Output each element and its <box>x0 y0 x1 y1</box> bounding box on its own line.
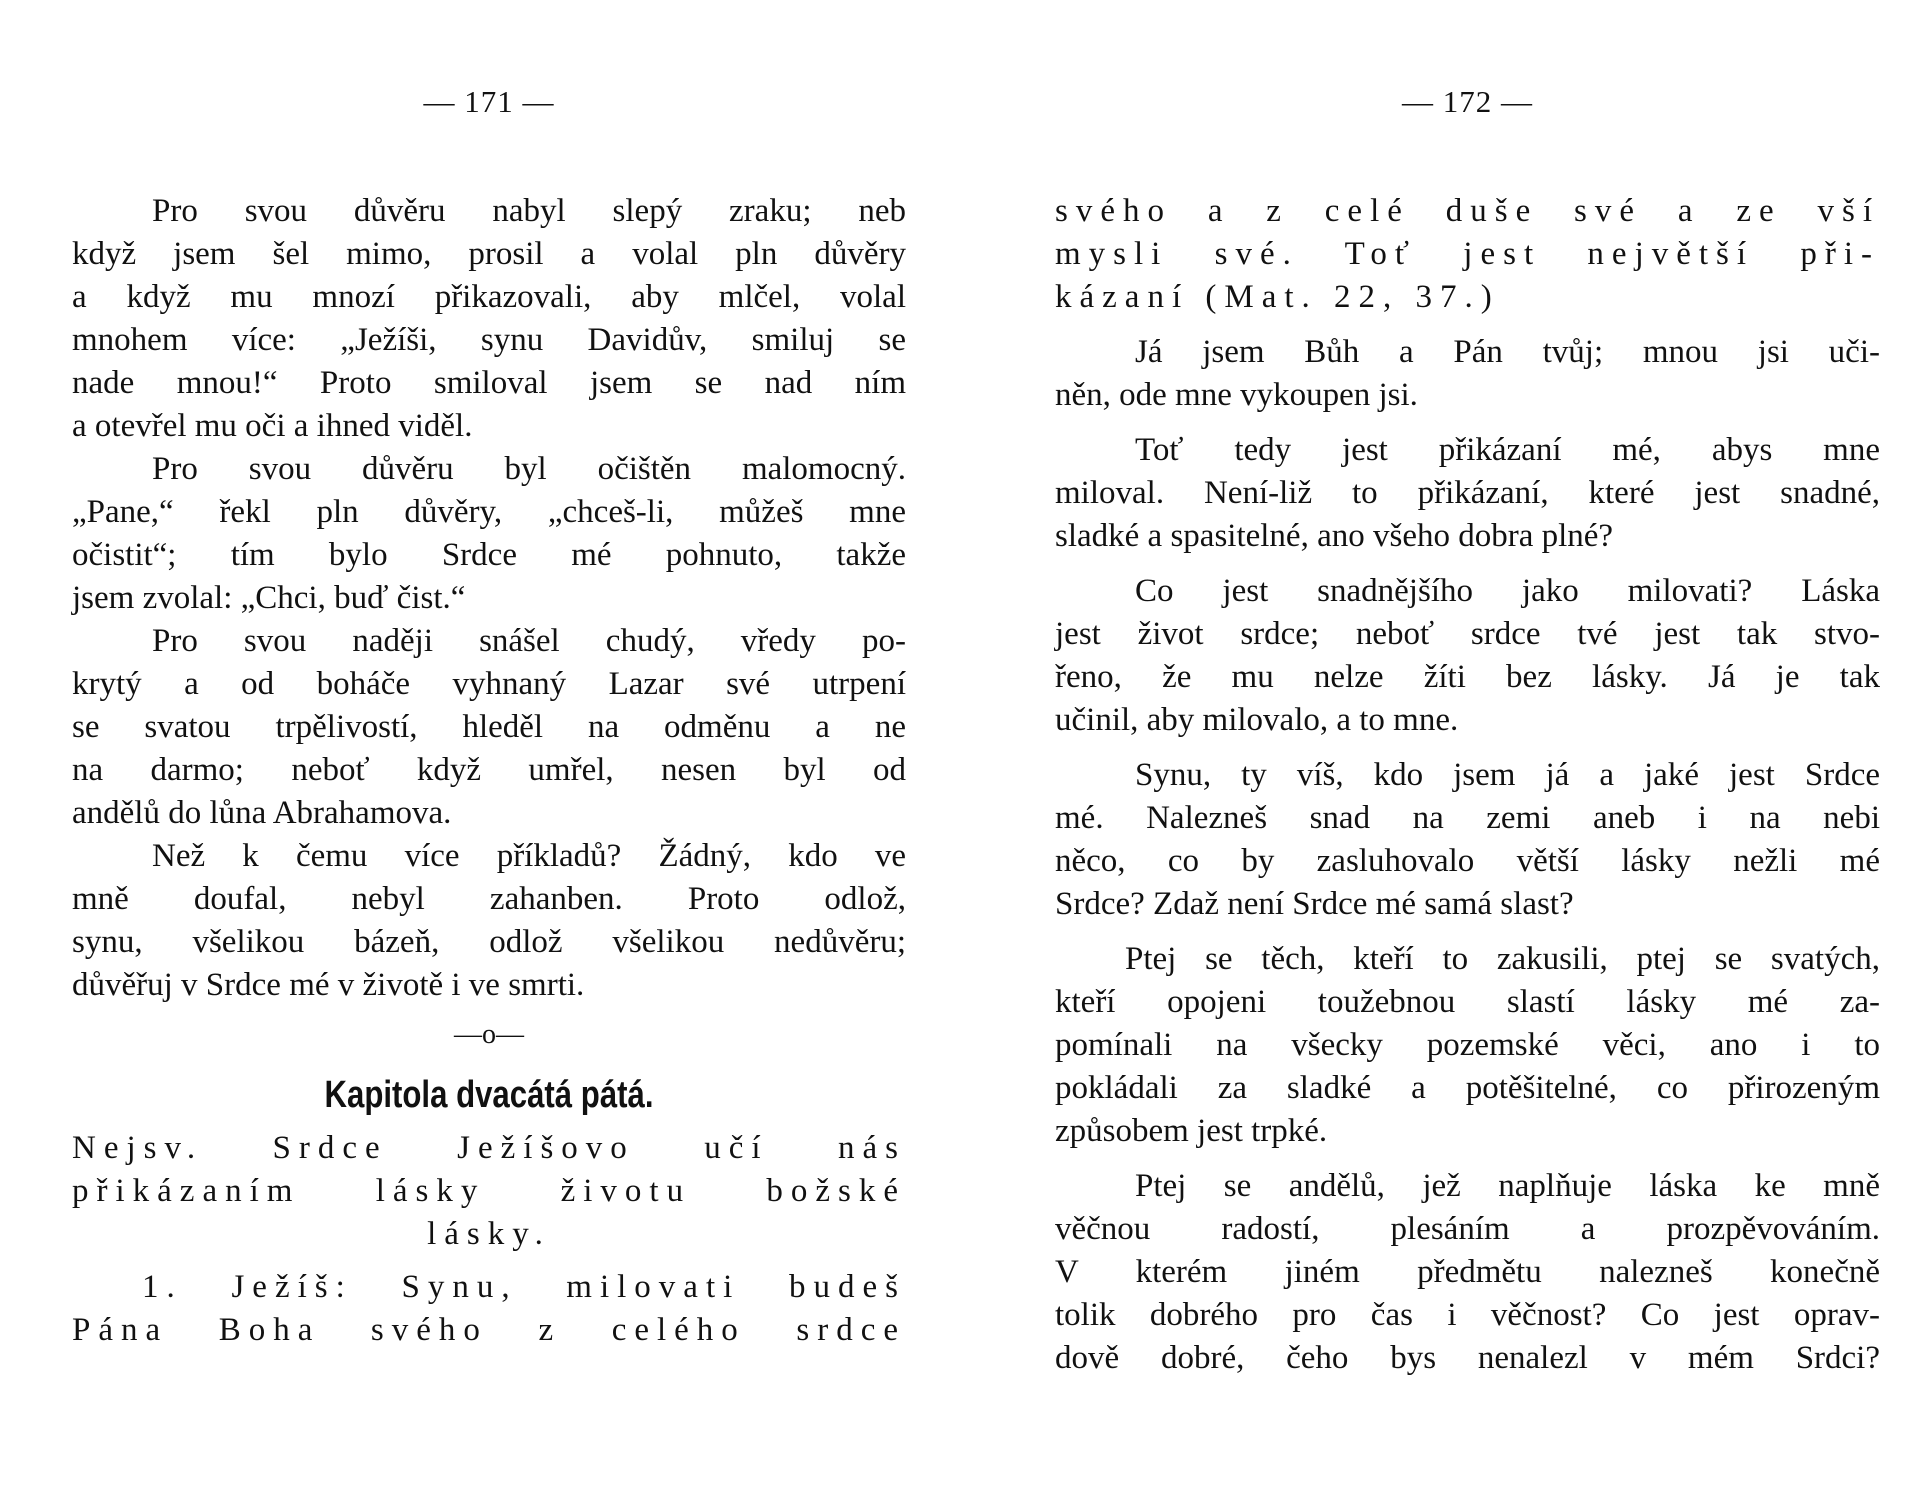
text-line: učinil, aby milovalo, a to mne. <box>1055 702 1459 738</box>
text-line: 1. Ježíš: Synu, milovati budeš <box>142 1269 906 1305</box>
page-number: — 171 — <box>423 84 555 119</box>
text-line: Toť tedy jest přikázaní mé, abys mne <box>1135 432 1880 468</box>
text-line: Co jest snadnějšího jako milovati? Láska <box>1135 573 1880 609</box>
text-line: Pro svou důvěru nabyl slepý zraku; neb <box>152 193 906 229</box>
chapter-subtitle-line: lásky. <box>427 1216 551 1252</box>
text-line: řeno, že mu nelze žíti bez lásky. Já je tak <box>1055 659 1880 695</box>
text-line: věčnou radostí, plesáním a prozpěvováním. <box>1055 1211 1880 1247</box>
text-line: Synu, ty víš, kdo jsem já a jaké jest Srdce <box>1135 757 1880 793</box>
page-number: — 172 — <box>1402 84 1533 119</box>
text-line: Srdce? Zdaž není Srdce mé samá slast? <box>1055 886 1574 922</box>
text-line: Pro svou naději snášel chudý, vředy po- <box>152 623 906 659</box>
text-line: andělů do lůna Abrahamova. <box>72 795 452 831</box>
text-line: mé. Nalezneš snad na zemi aneb i na nebi <box>1055 800 1880 836</box>
chapter-subtitle-line: přikázaním lásky životu božské <box>72 1173 906 1209</box>
text-line: „Pane,“ řekl pln důvěry, „chceš-li, můžeš mne <box>72 494 906 530</box>
text-line: a otevřel mu oči a ihned viděl. <box>72 408 473 444</box>
text-line: způsobem jest trpké. <box>1055 1113 1328 1149</box>
text-line: Pro svou důvěru byl očištěn malomocný. <box>152 451 906 487</box>
left-body-text <box>72 190 906 1352</box>
chapter-title: Kapitola dvacátá pátá. <box>324 1074 654 1116</box>
text-line: Ptej se těch, kteří to zakusili, ptej se svatých, <box>1125 941 1880 977</box>
text-line: Než k čemu více příkladů? Žádný, kdo ve <box>152 838 906 874</box>
text-line: mně doufal, nebyl zahanben. Proto odlož, <box>72 881 906 917</box>
text-line: důvěřuj v Srdce mé v životě i ve smrti. <box>72 967 585 1003</box>
text-line: mysli své. Toť jest největší při- <box>1055 236 1880 272</box>
text-line: když jsem šel mimo, prosil a volal pln důvěry <box>72 236 906 272</box>
section-separator: —o— <box>454 1019 524 1050</box>
text-line: jest život srdce; neboť srdce tvé jest tak stvo- <box>1055 616 1880 652</box>
right-body-text <box>1055 190 1880 1380</box>
text-line: se svatou trpělivostí, hleděl na odměnu a ne <box>72 709 906 745</box>
text-line: Pána Boha svého z celého srdce <box>72 1312 906 1348</box>
text-line: synu, všelikou bázeň, odlož všelikou nedůvěru; <box>72 924 906 960</box>
text-line: jsem zvolal: „Chci, buď čist.“ <box>72 580 466 616</box>
text-line: očistit“; tím bylo Srdce mé pohnuto, takže <box>72 537 906 573</box>
text-line: miloval. Není-liž to přikázaní, které jest snadné, <box>1055 475 1880 511</box>
text-line: nade mnou!“ Proto smiloval jsem se nad ním <box>72 365 906 401</box>
text-line: kteří opojeni toužebnou slastí lásky mé za- <box>1055 984 1880 1020</box>
text-line: dově dobré, čeho bys nenalezl v mém Srdci? <box>1055 1340 1880 1376</box>
text-line: pokládali za sladké a potěšitelné, co přirozeným <box>1055 1070 1880 1106</box>
text-line: něn, ode mne vykoupen jsi. <box>1055 377 1418 413</box>
text-line: mnohem více: „Ježíši, synu Davidův, smiluj se <box>72 322 906 358</box>
text-line: svého a z celé duše své a ze vší <box>1055 193 1880 229</box>
text-line: sladké a spasitelné, ano všeho dobra plné? <box>1055 518 1614 554</box>
text-line: krytý a od boháče vyhnaný Lazar své utrpení <box>72 666 906 702</box>
text-line: něco, co by zasluhovalo větší lásky nežli mé <box>1055 843 1880 879</box>
text-line: V kterém jiném předmětu nalezneš konečně <box>1055 1254 1880 1290</box>
chapter-subtitle-line: Nejsv. Srdce Ježíšovo učí nás <box>72 1130 906 1166</box>
text-line: na darmo; neboť když umřel, nesen byl od <box>72 752 906 788</box>
text-line: kázaní (Mat. 22, 37.) <box>1055 279 1500 315</box>
text-line: tolik dobrého pro čas i věčnost? Co jest oprav- <box>1055 1297 1880 1333</box>
text-line: Já jsem Bůh a Pán tvůj; mnou jsi uči- <box>1135 334 1880 370</box>
text-line: a když mu mnozí přikazovali, aby mlčel, volal <box>72 279 906 315</box>
text-line: Ptej se andělů, jež naplňuje láska ke mně <box>1135 1168 1880 1204</box>
text-line: pomínali na všecky pozemské věci, ano i to <box>1055 1027 1880 1063</box>
